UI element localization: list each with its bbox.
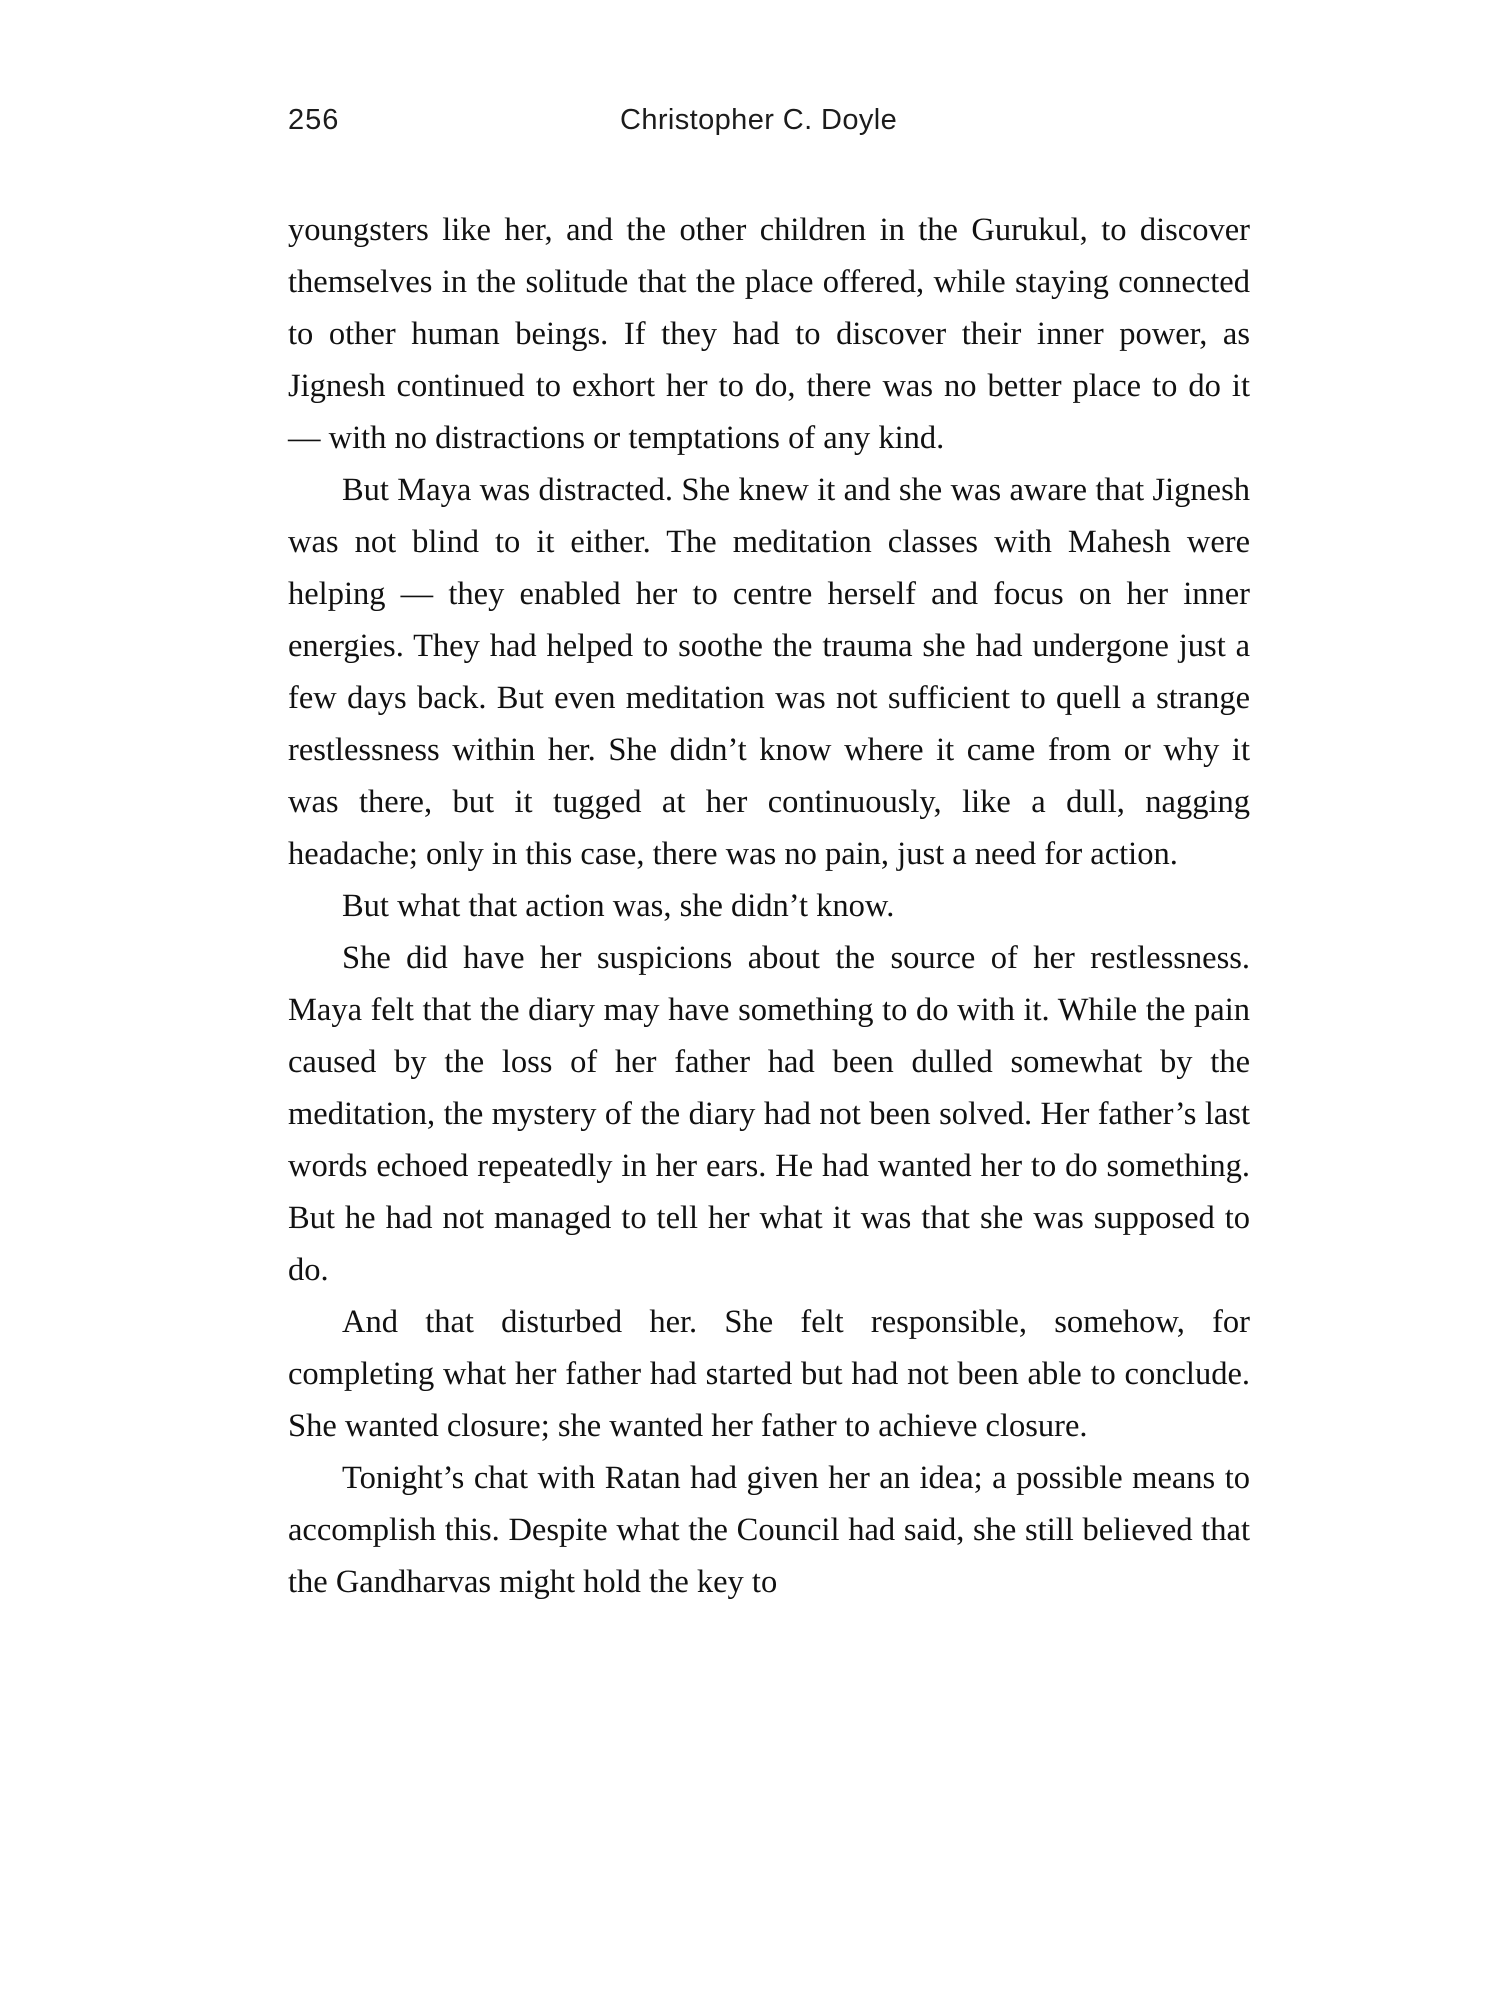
paragraph: youngsters like her, and the other children in the Gurukul, to discover themselves in the solitude that the place offered, while staying connected to other human beings. If they had to discover their inner power, as Jignesh continued to exhort her to do, there was no better place to do it — with no distractions or temptations of any kind. [288, 212, 1250, 456]
paragraph: Tonight’s chat with Ratan had given her an idea; a possible means to accomplish this. Despite what the Council had said, she still believed that the Gandharvas might hold the key to [288, 1460, 1250, 1600]
body-text [288, 204, 1250, 1608]
running-head [288, 104, 1250, 154]
page-number: 256 [288, 104, 340, 136]
paragraph: But what that action was, she didn’t know. [342, 888, 895, 924]
paragraph: But Maya was distracted. She knew it and she was aware that Jignesh was not blind to it either. The meditation classes with Mahesh were helping — they enabled her to centre herself and focus on her inner energies. They had helped to soothe the trauma she had undergone just a few days back. But even meditation was not sufficient to quell a strange restlessness within her. She didn’t know where it came from or why it was there, but it tugged at her continuously, like a dull, nagging headache; only in this case, there was no pain, just a need for action. [288, 472, 1250, 872]
paragraph: And that disturbed her. She felt responsible, somehow, for completing what her father had started but had not been able to conclude. She wanted closure; she wanted her father to achieve closure. [288, 1304, 1250, 1444]
author-name: Christopher C. Doyle [620, 104, 898, 136]
paragraph: She did have her suspicions about the source of her restlessness. Maya felt that the diary may have something to do with it. While the pain caused by the loss of her father had been dulled somewhat by the meditation, the mystery of the diary had not been solved. Her father’s last words echoed repeatedly in her ears. He had wanted her to do something. But he had not managed to tell her what it was that she was supposed to do. [288, 940, 1250, 1288]
